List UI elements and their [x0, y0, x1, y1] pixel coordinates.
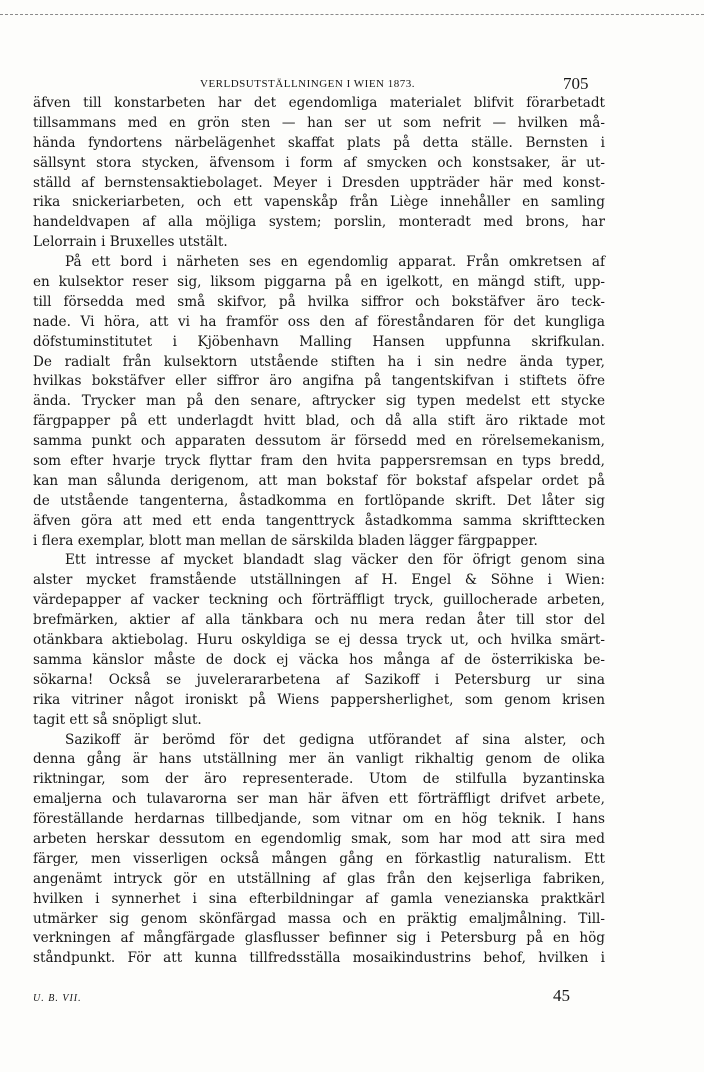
text-line: Lelorrain i Bruxelles utstält.: [33, 234, 228, 251]
text-line: ända. Trycker man på den senare, aftrycker sig typen medelst ett stycke: [33, 393, 605, 410]
text-line: kan man sålunda derigenom, att man bokstaf för bokstaf afspelar ordet på: [33, 472, 605, 489]
text-line: De radialt från kulsektorn utstående stiften ha i sin nedre ända typer,: [33, 353, 605, 370]
text-line: ställd af bernstensaktiebolaget. Meyer i Dresden uppträder här med konst-: [33, 174, 605, 191]
text-line: till försedda med små skifvor, på hvilka siffror och bokstäfver äro teck-: [33, 293, 605, 310]
text-line: äfven till konstarbeten har det egendomliga materialet blifvit förarbetadt: [33, 95, 605, 111]
text-line: de utstående tangenterna, åstadkomma en fortlöpande skrift. Det låter sig: [33, 492, 605, 509]
text-line: värdepapper af vacker teckning och förträffligt tryck, guillocherade arbeten,: [33, 592, 605, 609]
text-line: döfstuminstitutet i Kjöbenhavn Malling Hansen uppfunna skrifkulan.: [33, 333, 605, 350]
text-line: handeldvapen af alla möjliga system; porslin, monteradt med brons, har: [33, 214, 605, 231]
text-line: sällsynt stora stycken, äfvensom i form af smycken och konstsaker, är ut-: [33, 154, 605, 171]
text-line: äfven göra att med ett enda tangenttryck åstadkomma samma skrifttecken: [33, 512, 605, 529]
running-head: VERLDSUTSTÄLLNINGEN I WIEN 1873.: [200, 78, 415, 90]
text-line: rika vitriner något ironiskt på Wiens pappersherlighet, som genom krisen: [33, 691, 605, 708]
text-line: föreställande herdarnas tillbedjande, som vitnar om en hög teknik. I hans: [33, 811, 605, 828]
text-line: arbeten herskar dessutom en egendomlig smak, som har mod att sira med: [33, 830, 605, 847]
text-line: alster mycket framstående utställningen af H. Engel & Söhne i Wien:: [33, 572, 605, 589]
text-line: nade. Vi höra, att vi ha framför oss den af föreståndaren för det kungliga: [33, 313, 605, 330]
text-line: hvilkas bokstäfver eller siffror äro angifna på tangentskifvan i stiftets öfre: [33, 373, 605, 390]
text-line: denna gång är hans utställning mer än vanligt rikhaltig genom de olika: [33, 751, 605, 768]
text-line: tillsammans med en grön sten — han ser ut som nefrit — hvilken må-: [33, 114, 605, 131]
text-line: Ett intresse af mycket blandadt slag väcker den för öfrigt genom sina: [65, 552, 605, 569]
text-line: en kulsektor reser sig, liksom piggarna på en igelkott, en mängd stift, upp-: [33, 274, 605, 291]
footer-sheet-number: 45: [553, 986, 570, 1005]
text-line: färger, men visserligen också mången gång en förkastlig naturalism. Ett: [33, 850, 605, 867]
text-line: verkningen af mångfärgade glasflusser befinner sig i Petersburg på en hög: [33, 930, 605, 947]
text-line: riktningar, som der äro representerade. Utom de stilfulla byzantinska: [33, 771, 605, 788]
text-line: rika snickeriarbeten, och ett vapenskåp från Liège innehåller en samling: [33, 194, 605, 211]
text-line: hända fyndortens närbelägenhet skaffat plats på detta ställe. Bernsten i: [33, 134, 605, 151]
text-line: angenämt intryck gör en utställning af glas från den kejserliga fabriken,: [33, 870, 605, 887]
page-number: 705: [563, 74, 589, 93]
text-line: På ett bord i närheten ses en egendomlig apparat. Från omkretsen af: [65, 254, 605, 271]
text-line: i flera exemplar, blott man mellan de särskilda bladen lägger färgpapper.: [33, 532, 538, 549]
text-line: samma känslor måste de dock ej väcka hos många af de österrikiska be-: [33, 651, 605, 668]
text-line: utmärker sig genom skönfärgad massa och en präktig emaljmålning. Till-: [33, 910, 605, 927]
body-text: [33, 94, 605, 969]
text-line: Sazikoff är berömd för det gedigna utförandet af sina alster, och: [65, 731, 605, 748]
text-line: färgpapper på ett underlagdt hvitt blad, och då alla stift äro riktade mot: [33, 413, 605, 430]
text-line: hvilken i synnerhet i sina efterbildningar af gamla venezianska praktkärl: [33, 890, 605, 907]
text-line: samma punkt och apparaten dessutom är försedd med en rörelsemekanism,: [33, 433, 605, 450]
text-line: som efter hvarje tryck flyttar fram den hvita pappersremsan en typs bredd,: [33, 453, 605, 470]
text-line: brefmärken, aktier af alla tänkbara och nu mera redan åter till stor del: [33, 612, 605, 629]
text-line: otänkbara aktiebolag. Huru oskyldiga se ej dessa tryck ut, och hvilka smärt-: [33, 632, 605, 649]
top-edge-rule: [0, 14, 704, 15]
text-line: emaljerna och tulavarorna ser man här äfven ett förträffligt drifvet arbete,: [33, 791, 605, 808]
footer-signature: U. B. VII.: [33, 993, 82, 1004]
text-line: sökarna! Också se juvelerararbetena af Sazikoff i Petersburg ur sina: [33, 671, 605, 688]
text-line: tagit ett så snöpligt slut.: [33, 711, 202, 728]
text-line: ståndpunkt. För att kunna tillfredsställa mosaikindustrins behof, hvilken i: [33, 950, 605, 967]
